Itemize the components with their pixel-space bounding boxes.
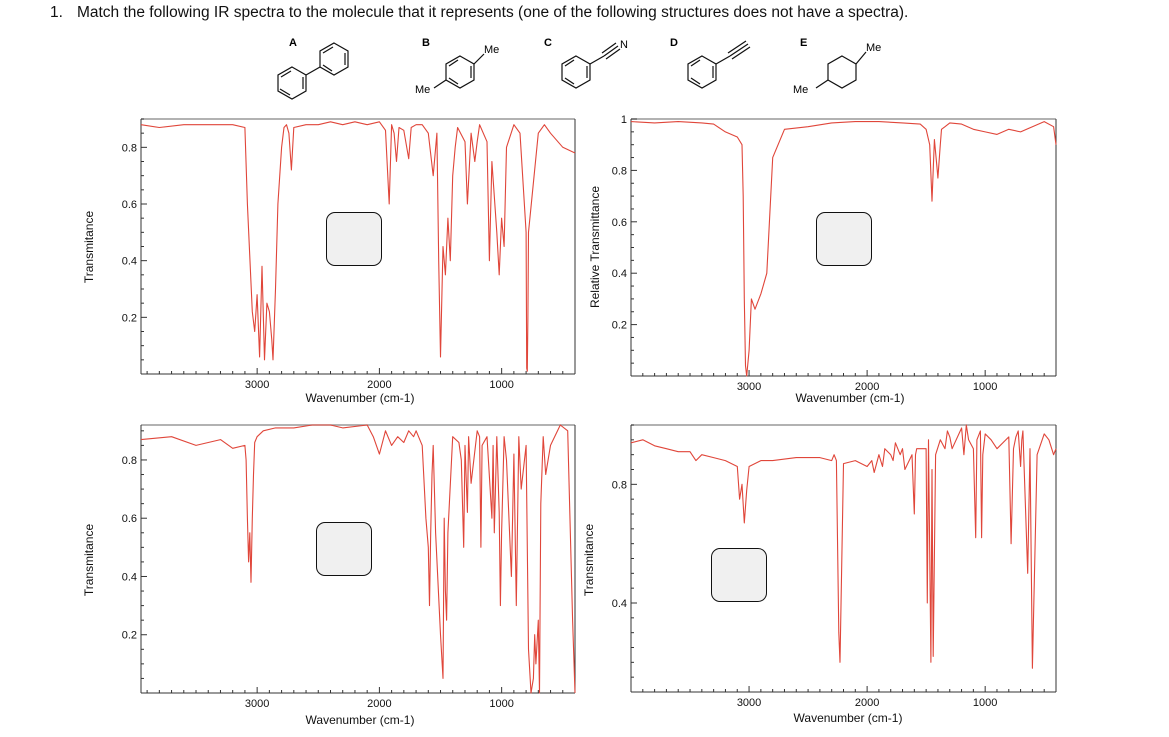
y-tick-label: 0.6 xyxy=(121,199,137,211)
question-number: 1. xyxy=(50,4,63,21)
y-tick-label: 0.6 xyxy=(611,216,627,229)
methyl-label: Me xyxy=(793,84,809,96)
x-tick-label: 3000 xyxy=(244,379,270,391)
x-tick-label: 2000 xyxy=(854,381,880,393)
x-tick-label: 2000 xyxy=(367,698,392,710)
x-tick-label: 3000 xyxy=(244,698,270,710)
x-tick-label: 2000 xyxy=(854,697,880,709)
y-tick-label: 0.6 xyxy=(121,513,137,526)
x-axis-label: Wavenumber (cm-1) xyxy=(795,391,905,405)
y-tick-label: 0.2 xyxy=(611,319,627,332)
y-tick-label: 0.8 xyxy=(121,142,137,155)
question-body: Match the following IR spectra to the molecule that it represents (one of the following structures does not have a spectra). xyxy=(76,4,909,21)
y-tick-label: 0.8 xyxy=(611,165,627,178)
answer-box-top-right[interactable] xyxy=(816,212,872,266)
x-tick-label: 3000 xyxy=(736,381,762,393)
x-axis-label: Wavenumber (cm-1) xyxy=(793,711,903,725)
y-tick-label: 0.4 xyxy=(611,598,627,610)
answer-box-bottom-right[interactable] xyxy=(711,548,767,602)
y-tick-label: 0.4 xyxy=(121,571,137,584)
y-axis-label: Transmitance xyxy=(582,523,596,597)
y-tick-label: 0.4 xyxy=(121,255,137,268)
methyl-label: Me xyxy=(415,84,431,96)
x-tick-label: 1000 xyxy=(972,697,998,709)
y-axis-label: Relative Transmittance xyxy=(588,185,602,309)
y-tick-label: 1 xyxy=(620,114,627,126)
y-axis-label: Transmitance xyxy=(82,523,96,597)
molecule-letter-c: C xyxy=(544,37,552,49)
y-axis-label: Transmitance xyxy=(82,210,96,284)
spectrum-trace xyxy=(631,425,1056,668)
y-tick-label: 0.2 xyxy=(121,312,137,325)
nitrogen-label: N xyxy=(620,39,628,51)
molecule-letter-b: B xyxy=(422,37,430,49)
molecule-letter-d: D xyxy=(670,37,678,49)
methyl-label: Me xyxy=(866,42,882,54)
y-tick-label: 0.8 xyxy=(611,479,627,492)
answer-box-top-left[interactable] xyxy=(326,212,382,266)
x-tick-label: 1000 xyxy=(489,698,514,710)
y-tick-label: 0.2 xyxy=(121,629,137,642)
x-tick-label: 1000 xyxy=(489,379,514,391)
methyl-label: Me xyxy=(484,44,500,56)
x-tick-label: 1000 xyxy=(972,381,998,393)
molecule-letter-a: A xyxy=(289,37,297,49)
molecule-letter-e: E xyxy=(800,37,808,49)
y-tick-label: 0.8 xyxy=(121,454,137,467)
x-axis-label: Wavenumber (cm-1) xyxy=(305,713,415,727)
x-axis-label: Wavenumber (cm-1) xyxy=(305,391,415,405)
answer-box-bottom-left[interactable] xyxy=(316,522,372,576)
x-tick-label: 3000 xyxy=(736,697,762,709)
y-tick-label: 0.4 xyxy=(611,268,627,281)
x-tick-label: 2000 xyxy=(367,379,392,391)
